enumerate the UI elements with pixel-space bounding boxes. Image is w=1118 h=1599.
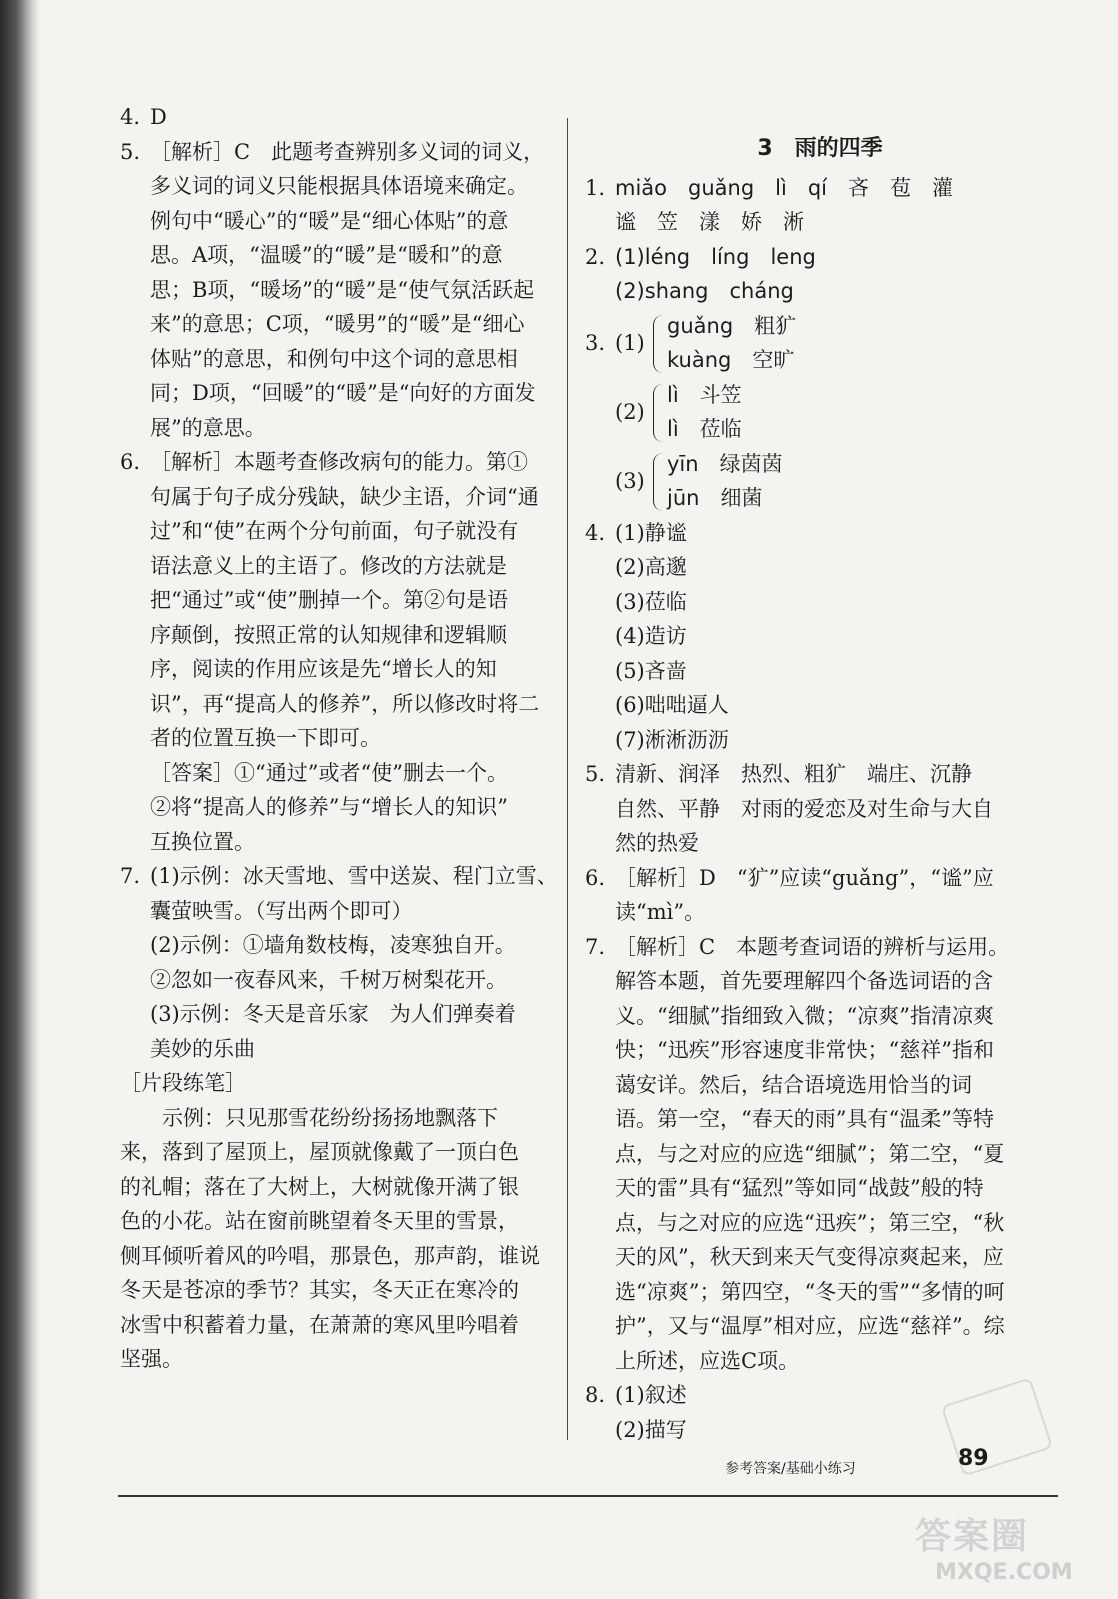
- text-line: 序，阅读的作用应该是先“增长人的知: [150, 657, 497, 681]
- text-line: (2)高邈: [615, 555, 687, 579]
- text-line: ［解析］本题考查修改病句的能力。第①: [150, 450, 528, 474]
- text-line: 展”的意思。: [150, 415, 266, 440]
- footer-rule: [118, 1495, 1058, 1497]
- curly-brace-icon: [653, 384, 664, 442]
- text-line: 清新、润泽 热烈、粗犷 端庄、沉静: [615, 762, 972, 786]
- text-line: (1)示例：冰天雪地、雪中送炭、程门立雪、: [150, 864, 558, 888]
- section-title: 3 雨的四季: [757, 136, 883, 161]
- text-line: kuàng 空旷: [667, 348, 795, 372]
- text-line: 把“通过”或“使”删掉一个。第②句是语: [150, 588, 508, 612]
- answer-item-1: [585, 171, 1015, 240]
- text-line: ②忽如一夜春风来，千树万树梨花开。: [150, 967, 507, 992]
- answer-item-7: [585, 930, 1015, 1379]
- text-line: 冬天是苍凉的季节？其实，冬天正在寒冷的: [120, 1278, 519, 1302]
- brace-group-1: [615, 309, 1015, 378]
- text-line: 点，与之对应的应选“细腻”；第二空，“夏: [615, 1141, 1005, 1166]
- text-line: (1)叙述: [615, 1383, 687, 1407]
- text-line: ［解析］C 此题考查辨别多义词的词义，: [150, 139, 545, 164]
- text-line: 美妙的乐曲: [150, 1036, 255, 1061]
- text-line: 点，与之对应的应选“迅疾”；第三空，“秋: [615, 1210, 1005, 1235]
- text-line: (7)淅淅沥沥: [615, 727, 729, 752]
- group-label: (1): [615, 330, 645, 355]
- answer-item-6: [585, 861, 1015, 930]
- text-line: 快；“迅疾”形容速度非常快；“慈祥”指和: [615, 1038, 994, 1062]
- item-number: 3.: [585, 330, 606, 355]
- text-line: (2)示例：①墙角数枝梅，凌寒独自开。: [150, 933, 516, 957]
- curly-brace-icon: [653, 315, 664, 373]
- text-line: (2)描写: [615, 1417, 687, 1442]
- text-line: 过”和“使”在两个分句前面，句子就没有: [150, 519, 519, 543]
- answer-item-6: [120, 445, 555, 859]
- text-line: 来，落到了屋顶上，屋顶就像戴了一顶白色: [120, 1140, 519, 1164]
- fragment-practice: [120, 1066, 555, 1377]
- text-line: (5)吝啬: [615, 658, 687, 683]
- item-number: 8.: [585, 1383, 606, 1407]
- text-line: (1)静谧: [615, 520, 687, 545]
- answer-item-5: [585, 757, 1015, 861]
- answer-item-4: [120, 100, 555, 135]
- group-label: (3): [615, 468, 645, 493]
- item-number: 5.: [585, 762, 606, 786]
- text-line: 选“凉爽”；第四空，“冬天的雪”“多情的呵: [615, 1279, 1005, 1304]
- text-line: 者的位置互换一下即可。: [150, 726, 381, 750]
- text-line: 读“mì”。: [615, 900, 706, 924]
- answer-item-5: [120, 135, 555, 446]
- text-line: (3)示例：冬天是音乐家 为人们弹奏着: [150, 1002, 516, 1026]
- column-divider: [567, 118, 568, 1440]
- item-number: 7.: [120, 864, 141, 888]
- item-number: 4.: [585, 520, 606, 545]
- text-line: (4)造访: [615, 624, 687, 648]
- text-line: jūn 细菌: [667, 486, 763, 510]
- answer-item-7: [120, 859, 558, 1066]
- text-line: 自然、平静 对雨的爱恋及对生命与大自: [615, 796, 993, 821]
- left-column: [120, 100, 558, 1377]
- text-line: 囊萤映雪。（写出两个即可）: [150, 898, 413, 923]
- text-line: 示例：只见那雪花纷纷扬扬地飘落下: [162, 1105, 498, 1130]
- text-line: 语。第一空，“春天的雨”具有“温柔”等特: [615, 1107, 994, 1131]
- group-label: (2): [615, 399, 645, 424]
- text-line: 天的雷”具有“猛烈”等如同“战鼓”般的特: [615, 1176, 984, 1200]
- text-line: 例句中“暖心”的“暖”是“细心体贴”的意: [150, 208, 509, 233]
- item-number: 7.: [585, 934, 606, 959]
- text-line: lì 斗笠: [667, 382, 742, 407]
- text-line: ［解析］D “犷”应读“guǎng”，“谧”应: [615, 865, 994, 890]
- text-line: 句属于句子成分残缺，缺少主语，介词“通: [150, 484, 539, 509]
- item-number: 1.: [585, 175, 606, 200]
- text-line: 侧耳倾听着风的吟唱，那景色，那声韵，谁说: [120, 1243, 540, 1268]
- text-line: (6)咄咄逼人: [615, 693, 729, 717]
- text-line: 的礼帽；落在了大树上，大树就像开满了银: [120, 1174, 519, 1199]
- answer-item-3: [585, 309, 1015, 516]
- answer-line: ②将“提高人的修养”与“增长人的知识”: [150, 795, 508, 819]
- curly-brace-icon: [653, 453, 664, 511]
- text-line: 上所述，应选C项。: [615, 1348, 800, 1373]
- answer-item-4: [585, 516, 1015, 758]
- text-line: (1)léng líng leng: [615, 244, 816, 269]
- text-line: 语法意义上的主语了。修改的方法就是: [150, 553, 507, 578]
- text-line: (2)shang cháng: [615, 279, 794, 303]
- brace-group-2: [615, 378, 1015, 447]
- item-number: 6.: [585, 865, 606, 890]
- text-line: 识”，再“提高人的修养”，所以修改时将二: [150, 691, 540, 716]
- right-column: [585, 104, 1015, 1447]
- text-line: (3)莅临: [615, 589, 687, 614]
- text-line: lì 莅临: [667, 417, 742, 441]
- item-number: 2.: [585, 244, 606, 269]
- text-line: 护”，又与“温厚”相对应，应选“慈祥”。综: [615, 1314, 1005, 1338]
- item-number: 5.: [120, 139, 141, 164]
- watermark-url: MXQE.COM: [935, 1560, 1073, 1585]
- text-line: 思。A项，“温暖”的“暖”是“暖和”的意: [150, 243, 503, 267]
- item-number: 6.: [120, 450, 141, 474]
- text-line: 来”的意思；C项，“暖男”的“暖”是“细心: [150, 312, 525, 336]
- text-line: yīn 绿茵茵: [667, 451, 783, 476]
- text-line: 然的热爱: [615, 831, 699, 855]
- answer-line: ［答案］①“通过”或者“使”删去一个。: [150, 760, 508, 785]
- book-spine-shadow: [0, 0, 40, 1599]
- text-line: ［解析］C 本题考查词语的辨析与运用。: [615, 934, 1010, 959]
- item-text: D: [150, 105, 167, 129]
- text-line: 体贴”的意思，和例句中这个词的意思相: [150, 346, 518, 371]
- text-line: 多义词的词义只能根据具体语境来确定。: [150, 174, 528, 198]
- watermark-logo: 答案圈: [915, 1516, 1030, 1557]
- text-line: 谧 笠 漾 娇 淅: [615, 210, 804, 234]
- text-line: 冰雪中积蓄着力量，在萧萧的寒风里吟唱着: [120, 1312, 519, 1337]
- answer-item-2: [585, 240, 1015, 309]
- item-number: 4.: [120, 105, 141, 129]
- text-line: 思；B项，“暖场”的“暖”是“使气氛活跃起: [150, 277, 535, 302]
- text-line: 序颠倒，按照正常的认知规律和逻辑顺: [150, 622, 507, 647]
- text-line: 色的小花。站在窗前眺望着冬天里的雪景，: [120, 1209, 519, 1233]
- text-line: guǎng 粗犷: [667, 313, 797, 338]
- page-number: 89: [958, 1446, 989, 1471]
- footer-label: 参考答案/基础小练习: [725, 1461, 856, 1477]
- text-line: 坚强。: [120, 1347, 183, 1371]
- text-line: 义。“细腻”指细致入微；“凉爽”指清凉爽: [615, 1003, 994, 1028]
- brace-group-3: [615, 447, 1015, 516]
- fragment-heading: ［片段练笔］: [120, 1071, 246, 1095]
- text-line: 解答本题，首先要理解四个备选词语的含: [615, 969, 993, 993]
- answer-line: 互换位置。: [150, 829, 255, 854]
- text-line: 蔼安详。然后，结合语境选用恰当的词: [615, 1072, 972, 1097]
- text-line: 天的风”，秋天到来天气变得凉爽起来，应: [615, 1245, 1004, 1269]
- text-line: miǎo guǎng lì qí 吝 苞 灌: [615, 175, 953, 200]
- text-line: 同；D项，“回暖”的“暖”是“向好的方面发: [150, 381, 536, 405]
